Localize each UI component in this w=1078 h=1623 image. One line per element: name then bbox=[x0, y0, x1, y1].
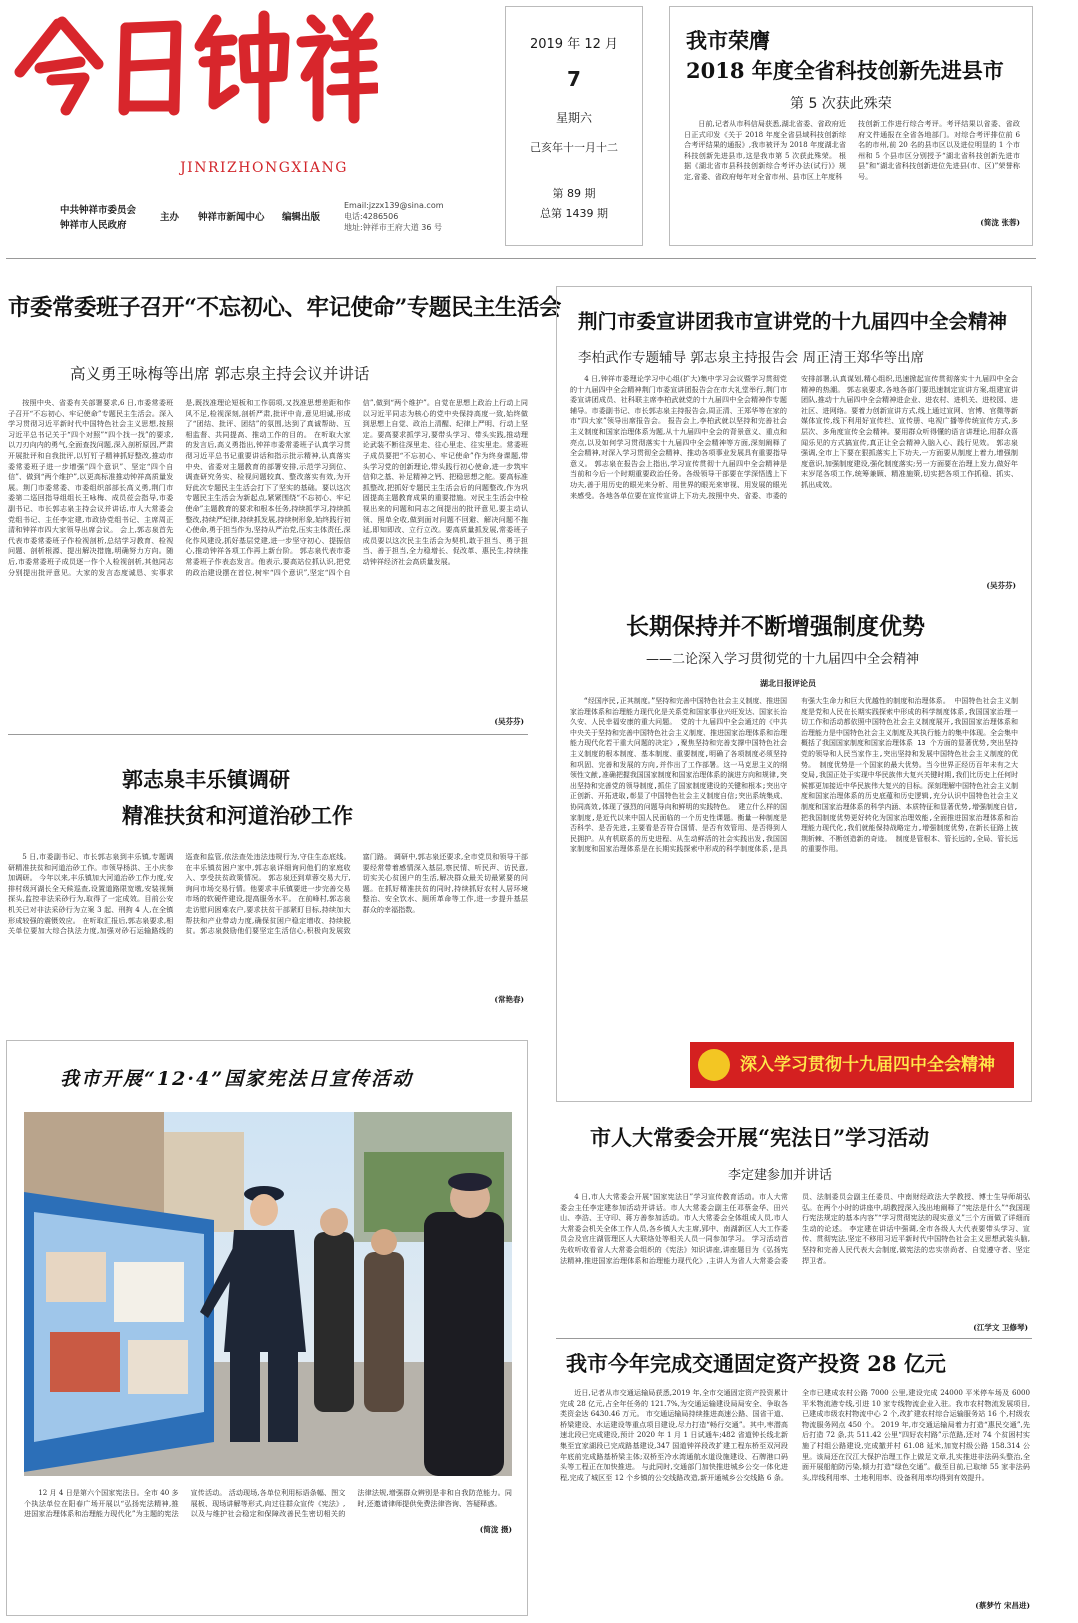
logo-pinyin: JINRIZHONGXIANG bbox=[180, 160, 348, 176]
article-c-title: 我市开展“12·4”国家宪法日宣传活动 bbox=[60, 1068, 414, 1090]
study-banner bbox=[690, 1042, 1014, 1088]
article-a-subtitle: 高义勇王咏梅等出席 郭志泉主持会议并讲话 bbox=[70, 365, 370, 383]
article-g-byline: (蔡梦竹 宋昌进) bbox=[975, 1601, 1030, 1610]
date-box bbox=[505, 6, 643, 246]
article-a-body bbox=[8, 398, 528, 716]
top-news-title-line1: 我市荣膺 bbox=[686, 28, 770, 53]
sponsor-government: 钟祥市人民政府 bbox=[60, 220, 127, 231]
top-news-subtitle: 第 5 次获此殊荣 bbox=[790, 96, 892, 112]
article-a-text: 按照中央、省委有关部署要求,6 日,市委常委班子召开“不忘初心、牢记使命”专题民主生活会。深入学习贯彻习近平新时代中国特色社会主义思想,按照习近平总书记关于“四个对照”“四个找一找”的要求,以刀刃向内的勇气,全面查找问题,深入剖析原因,严肃开展批评和自我批评,以钉钉子精神抓好整改,推动市委常委班子进一步增强“四个意识”、坚定“四个自信”、做到“两个维护”,以更高标准推动钟祥高质量发展。荆门市委常委、市委组织部部长高义勇,荆门市委第二巡回指导组组长王咏梅、成员莅会指导,市委副书记、市长郭志泉主持会议并讲话,市人大常委会党组书记、主任李定建,市政协党组书记、主席周正清和钟祥市四大家领导出席会议。 会上,郭志泉首先代表市委常委班子作检视剖析,总结学习教育、检视问题、剖析根源、提出解决措施,明确努力方向。随后,市委常委班子成员逐一作个人检视剖析,其他同志分别提出批评意见。大家的发言态度诚恳、实事求是,既找准理论短板和工作弱项,又找准思想差距和作风不足,检视深刻,剖析严肃,批评中肯,意见坦诚,形成了“团结、批评、团结”的氛围,达到了真诚帮助、互相监督、共同提高、推动工作的目的。 在听取大家的发言后,高义勇指出,钟祥市委常委班子认真学习贯彻习近平总书记重要讲话和指示批示精神,认真落实中央、省委对主题教育的部署安排,示范学习到位、调查研究务实、检视问题较真、整改落实有效,为开好此次专题民主生活会打下了坚实的基础。要以这次专题民主生活会为新起点,紧紧围绕“不忘初心、牢记使命”主题教育的要求和根本任务,持续抓学习,持续抓整改,持续严纪律,持续抓发展,持续树形象,始终践行初心使命,勇于担当作为,坚持从严治党,压实主体责任,深化作风建设,抓好基层党建,进一步坚守初心、提振信心,推动钟祥各项工作再上新台阶。 郭志泉代表市委常委班子作表态发言。他表示,要高站位抓认识,把党的政治建设摆在首位,树牢“四个意识”,坚定“四个自信”,做到“两个维护”。自觉在思想上政治上行动上同以习近平同志为核心的党中央保持高度一致,始终做到思想上自觉、政治上清醒、纪律上严明、行动上坚定。要高要求抓学习,要带头学习、带头实践,推动理论武装不断往深里走、往心里走、往实里走。常委班子成员要把“不忘初心、牢记使命”作为终身课题,带头学习党的创新理论,带头践行初心使命,进一步筑牢信仰之基、补足精神之钙、把稳思想之舵。要高标准抓整改,把抓好专题民主生活会后的问题整改,作为巩固提高主题教育成果的重要措施。对民主生活会中检视出来的问题和同志之间提出的批评意见,要主动认领、照单全收,做到面对问题不回避、解决问题不拖延,即知即改、立行立改。要高质量抓发展,常委班子成员要以这次民主生活会为契机,敢于担当、勇于担当、善于担当,全力稳增长、促改革、惠民生,持续推动钟祥经济社会高质量发展。 bbox=[8, 398, 528, 577]
constitution-day-photo bbox=[24, 1112, 512, 1476]
article-d-subtitle: 李柏武作专题辅导 郭志泉主持报告会 周正清王郑华等出席 bbox=[578, 350, 925, 366]
article-b-body bbox=[8, 852, 528, 996]
article-e-text: “经国序民,正其制度。”坚持和完善中国特色社会主义制度、推进国家治理体系和治理能力现代化是关系党和国家事业兴旺发达、国家长治久安、人民幸福安康的重大问题。 党的十九届四中全会通过的《中共中央关于坚持和完善中国特色社会主义制度、推进国家治理体系和治理能力现代化若干重大问题的决定》,聚焦坚持和完善支撑中国特色社会主义制度的根本制度、基本制度、重要制度,明确了各项制度必须坚持和巩固、完善和发展的方向,并作出了工作部署。这一马克思主义的纲领性文献,准确把握我国国家制度和国家治理体系的演进方向和规律,突出坚持和完善党的领导制度,抓住了国家制度建设的关键和根本;突出守正创新、开拓进取,彰显了中国特色社会主义制度自信;突出系统集成、协同高效,体现了强烈的问题导向和鲜明的实践特色。 建立什么样的国家制度,是近代以来中国人民面临的一个历史性课题。衡量一种制度是否科学、是否先进,主要看是否符合国情、是否有效管用、是否得到人民拥护。从有机联系的历史进程、从生动鲜活的社会实践出发,我国国家制度和国家治理体系是在长期实践探索中形成的科学制度体系,是具有强大生命力和巨大优越性的制度和治理体系。 中国特色社会主义制度是党和人民在长期实践探索中形成的科学制度体系,我国国家治理一切工作和活动都依照中国特色社会主义制度展开,我国国家治理体系和治理能力是中国特色社会主义制度及其执行能力的集中体现。全会集中概括了我国国家制度和国家治理体系 13 个方面的显著优势,突出坚持党的领导和人民当家作主,突出坚持和发展中国特色社会主义制度的优势。 制度优势是一个国家的最大优势。当今世界正经历百年未有之大变局,我国正处于实现中华民族伟大复兴关键时期,我们比历史上任何时候都更加接近中华民族伟大复兴的目标。深刻理解中国特色社会主义制度和国家治理体系的历史底蕴和历史逻辑,充分认识中国特色社会主义制度和国家治理体系的科学内涵、本质特征和显著优势,增强制度自信,把我国制度优势更好转化为国家治理效能,全面推进国家治理体系和治理能力现代化,我们就能保持战略定力,增强制度优势,在新长征路上披荆斩棘、不断创造新的奇迹。 制度是管根本、管长远的,全局、管长远的重要作用。 bbox=[570, 697, 1018, 854]
contact-email: Email:jzzx139@sina.com bbox=[344, 201, 444, 210]
top-news-byline: (简泷 张蓉) bbox=[980, 218, 1020, 227]
article-g-text: 近日,记者从市交通运输局获悉,2019 年,全市交通固定资产投资累计完成 28 亿元,占全年任务的 121.7%,为交通运输建设局局安全、争取各类资金达 6430.46 万元。 市交通运输局持续推进高速公路、国省干道、桥梁建设、水运建设等重点项目建设,尽力打造“畅行交通”。其中,枣潜高速北段已完成建设,预计 2020 年 1 月 1 日试通车;482 省道钟长线北新集至宜家湖段已完成路基建设,347 国道钟祥段改扩建工程东桥至双河段年底前完成路基桥梁主体;双桥至冷水湾通航水道设施建设、石牌港口码头等工程正在加快推进。 与此同时,交通部门加快推进城乡公交一体化进程,完成了城区至 12 个乡镇的公交线路改造,新开通城乡公交线路 6 条。全市已建成农村公路 7000 公里,建设完成 24000 平米停车场及 6000 平米物流港专线,引进 10 家专线物流企业入驻。我市农村物流发展项目,已建成市级农村物流中心 2 个,改扩建农村综合运输服务站 16 个,村级农物流服务网点 450 个。 2019 年,市交通运输局着力打造“惠民交通”,先后打造 72 条,共 511.42 公里“四好农村路”示范路,还对 74 个贫困村实施了村组公路建设,完成撤并村 61.08 延米,加宽村级公路 158.314 公里。该局还在汉江大保护治理工作上做足文章,扎实推进非法码头整治,全面开展船舶防污染,倾力打造“绿色交通”。截至目前,已取缔 55 家非法码头,岸线利用率、土地利用率、设备利用率均得到有效提升。 bbox=[560, 1388, 1030, 1482]
logo-calligraphy bbox=[6, 6, 378, 126]
contact-address: 地址:钟祥市王府大道 36 号 bbox=[344, 223, 442, 232]
article-f-text: 4 日,市人大常委会开展“国家宪法日”学习宣传教育活动。市人大常委会主任李定建参加活动并讲话。市人大常委会副主任邓蔡金华、田兴山、李浩、王守印、蒋方善参加活动。市人大常委会全体组成人员,市人大常委会机关全体工作人员,各乡镇人大主席,郢中、南湖新区人大工作委员会及官庄湖管理区人大联络处等相关人员一同参加学习。 学习活动首先收听收看省人大常委会组织的《宪法》知识讲座,讲座题目为《弘扬宪法精神,推进国家治理体系和治理能力现代化》,主讲人为省人大常委会委员、法制委员会副主任委员、中南财经政法大学教授、博士生导师胡弘弘。在两个小时的讲座中,胡教授深入浅出地阐释了“宪法是什么”“我国现行宪法规定的基本内容”“学习贯彻宪法的现实意义”三个方面做了详细而生动的论述。 李定建在讲话中强调,全市各级人大代表要带头学习、宣传、贯彻宪法,坚定不移用习近平新时代中国特色社会主义思想武装头脑,坚持和完善人民代表大会制度,做宪法的忠实崇尚者、自觉遵守者、坚定捍卫者。 bbox=[560, 1192, 1030, 1265]
article-b-title-line1: 郭志泉丰乐镇调研 bbox=[122, 767, 290, 792]
article-d-byline: (吴芬芬) bbox=[986, 581, 1016, 590]
top-news-body-col2: 技创新工作进行综合考评。考评结果以省委、省政府文件通报在全省各地部门。对综合考评排位前 6 名的市州,前 20 名的县市区以及进位明显的 1 个市州和 5 个县市区分别授予“湖北省科技创新先进市县”和“湖北省科技创新进位先进县(市、区)”荣誉称号。 bbox=[858, 119, 1020, 181]
article-c-byline: (简泷 摄) bbox=[479, 1525, 512, 1534]
publisher-info bbox=[60, 200, 490, 242]
contact-phone: 电话:4286506 bbox=[344, 212, 399, 221]
publisher-name: 钟祥市新闻中心 bbox=[198, 212, 265, 223]
top-news-title-line2: 2018 年度全省科技创新先进县市 bbox=[686, 58, 1004, 83]
date-day: 7 bbox=[567, 67, 581, 91]
party-emblem-icon bbox=[698, 1049, 730, 1081]
study-banner-text: 深入学习贯彻十九届四中全会精神 bbox=[740, 1055, 995, 1075]
sponsor-party: 中共钟祥市委员会 bbox=[60, 205, 137, 216]
article-g-title: 我市今年完成交通固定资产投资 28 亿元 bbox=[566, 1351, 946, 1376]
article-d-body bbox=[570, 374, 1018, 584]
top-news-body-col1: 日前,记者从市科信局获悉,湖北省委、省政府近日正式印发《关于 2018 年度全省县域科技创新综合考评结果的通报》,我市被评为 2018 年度湖北省科技创新先进县市,这是我市第 5 次获此殊荣。 根据《湖北省市县科技创新综合考评办法(试行)》规定,省委、省政府每年对全省市州、县市区上年度科 bbox=[684, 119, 846, 181]
article-b-text: 5 日,市委副书记、市长郭志泉到丰乐镇,专题调研精准扶贫和河道治砂工作。市领导杨洪、王小庆参加调研。 今年以来,丰乐镇加大河道治砂工作力度,安排村级河湖长全天候巡查,设置道路限宽墩,安装视频探头,监控非法采砂行为,取得了一定成效。目前公安机关已对非法采砂行为立案 3 起、刑拘 4 人,在全镇形成较强的震慑效应。 在听取汇报后,郭志泉要求,相关单位要加大综合执法力度,加强对砂石运输路线的巡查和监管,依法查处违法违规行为,守住生态底线。 在丰乐镇贫困户家中,郭志泉详细询问他们的家庭收入、享受扶贫政策情况。 郭志泉还到草蓉交易大厅,询问市场交易行情。他要求丰乐镇要进一步完善交易市场的软硬件建设,提高服务水平。 在前峰村,郭志泉走访慰问困难农户,要求扶贫干部紧盯目标,持续加大帮扶和产业带动力度,确保贫困户稳定增收、持续脱贫。郭志泉鼓励他们要坚定生活信心,积极向发展致富门路。 调研中,郭志泉还要求,全市党员和领导干部要经常带着感情深入基层,察民情、听民声、访民意,切实关心贫困户的生活,解决群众最关切最紧要的问题。在抓好精准扶贫的同时,持续抓好农村人居环境整治、安全饮水、厕所革命等工作,进一步提升基层群众的幸福指数。 bbox=[8, 852, 528, 936]
masthead-logo bbox=[6, 6, 378, 176]
top-news-box bbox=[669, 6, 1033, 246]
article-e-author: 湖北日报评论员 bbox=[760, 679, 816, 688]
article-c-caption-text: 12 月 4 日是第六个国家宪法日。全市 40 多个执法单位在阳春广场开展以“弘扬宪法精神,推进国家治理体系和治理能力现代化”为主题的宪法宣传活动。 活动现场,各单位利用标语条幅、图文展板、现场讲解等形式,向过往群众宣传《宪法》,以及与维护社会稳定和保障改善民生密切相关的法律法规,增强群众辨别是非和自我防范能力。同时,还邀请律师提供免费法律咨询、答疑释惑。 bbox=[24, 1488, 512, 1519]
article-e-subtitle: ——二论深入学习贯彻党的十九届四中全会精神 bbox=[646, 652, 920, 667]
article-f-body bbox=[560, 1192, 1030, 1322]
article-b-title-line2: 精准扶贫和河道治砂工作 bbox=[122, 803, 353, 828]
article-c-caption bbox=[24, 1488, 512, 1606]
photo-illustration bbox=[24, 1112, 512, 1476]
date-lunar: 己亥年十一月十二 bbox=[530, 141, 618, 154]
date-weekday: 星期六 bbox=[555, 111, 592, 125]
total-issue-number: 总第 1439 期 bbox=[540, 207, 608, 220]
article-a-byline: (吴芬芬) bbox=[494, 717, 524, 726]
sponsor-role: 主办 bbox=[160, 212, 180, 223]
divider-f-g bbox=[556, 1338, 1032, 1339]
masthead-divider bbox=[6, 258, 1036, 259]
publisher-role: 编辑出版 bbox=[282, 212, 321, 223]
date-year-month: 2019 年 12 月 bbox=[529, 37, 619, 52]
article-g-body bbox=[560, 1388, 1030, 1598]
article-f-subtitle: 李定建参加并讲话 bbox=[728, 1168, 833, 1183]
article-a-title: 市委常委班子召开“不忘初心、牢记使命”专题民主生活会 bbox=[8, 295, 561, 321]
article-e-title: 长期保持并不断增强制度优势 bbox=[626, 613, 925, 640]
article-f-byline: (江学文 卫修琴) bbox=[973, 1323, 1028, 1332]
article-d-text: 4 日,钟祥市委理论学习中心组(扩大)集中学习会议暨学习贯彻党的十九届四中全会精神荆门市委宣讲团报告会在市大礼堂举行,荆门市委宣讲团成员、社科联主席李柏武就党的十九届四中全会精神作专题辅导。市委副书记、市长郭志泉主持报告会,周正清、王郑华等在家的市“四大家”领导出席报告会。 报告会上,李柏武就以坚持和完善社会主义制度和国家治理体系为题,从十九届四中全会的背景意义、重点和亮点,以及如何学习贯彻落实十九届四中全会精神等方面,深刻阐释了全会精神,对深入学习贯彻全会精神、推动各项事业发展具有重要指导意义。 郭志泉在报告会上指出,学习宣传贯彻十九届四中全会精神是当前和今后一个时期重要政治任务。各级领导干部要在学深悟透上下功夫,善于用历史的眼光来分析、用世界的眼光来审视、用发展的眼光来感受。各地各单位要在宣传宣讲上下功夫,按照中央、省委、市委的安排部署,认真谋划,精心组织,迅速掀起宣传贯彻落实十九届四中全会精神的热潮。 郭志泉要求,各地各部门要迅速制定宣讲方案,组建宣讲团队,推动十九届四中全会精神进企业、进农村、进机关、进校园、进社区、进网络。要着力创新宣讲方式,线上通过宣网、官博、官微等新媒体宣传,线下利用好宣传栏、宣传册、电视广播等传统宣传方式,多层次、多角度宣传全会精神。要用群众听得懂的语言讲理论,用群众喜闻乐见的方式搞宣传,真正让全会精神入脑入心、践行见效。 郭志泉强调,全市上下要在狠抓落实上下功夫,一方面要从制度上着力,增强制度意识,加强制度建设,强化制度落实;另一方面要在治理上发力,做好年末岁尾各项工作,统筹兼顾、精准施策,切实把各项工作抓稳、抓实、抓出成效。 bbox=[570, 374, 1018, 500]
divider-a-b bbox=[8, 734, 528, 735]
article-e-body bbox=[570, 696, 1018, 1092]
article-b-byline: (常艳春) bbox=[494, 995, 524, 1004]
issue-number: 第 89 期 bbox=[552, 187, 596, 200]
article-f-title: 市人大常委会开展“宪法日”学习活动 bbox=[590, 1125, 930, 1150]
article-d-title: 荆门市委宣讲团我市宣讲党的十九届四中全会精神 bbox=[578, 310, 1008, 333]
